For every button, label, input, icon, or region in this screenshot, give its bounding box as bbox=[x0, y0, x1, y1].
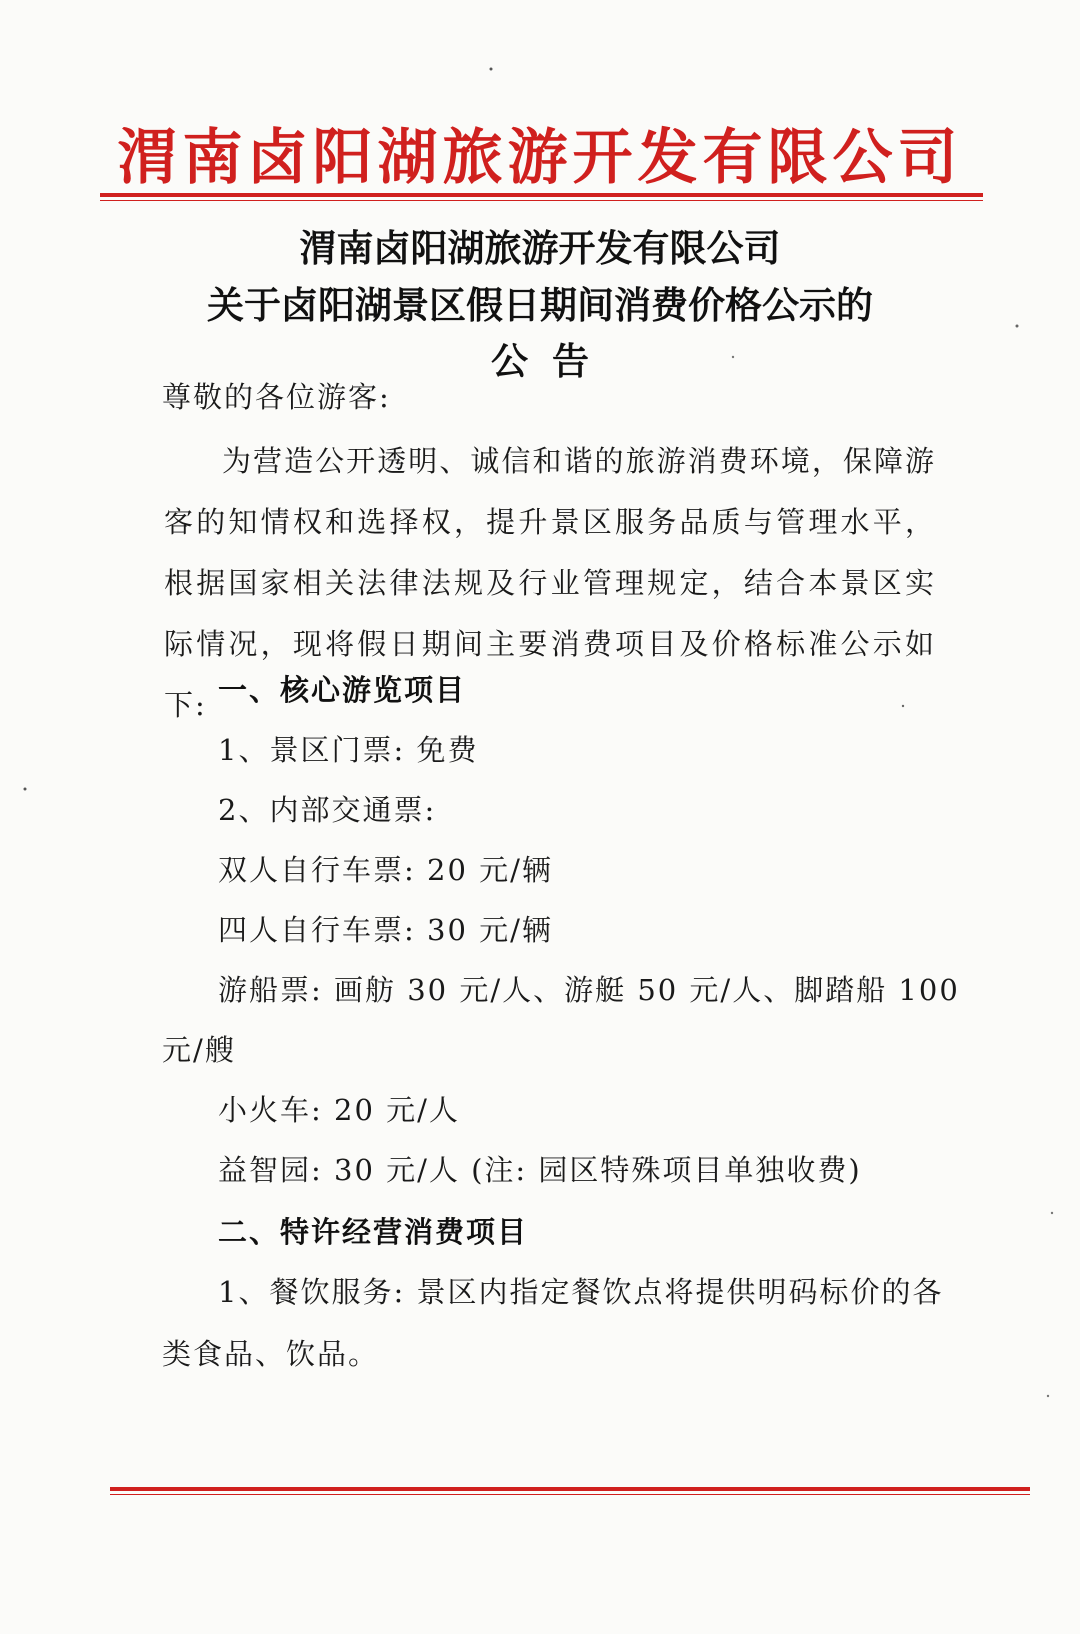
quad-bike-price: 四人自行车票: 30 元/辆 bbox=[218, 913, 553, 947]
notice-title-line-3: 公告 bbox=[491, 339, 613, 383]
notice-title-line-2: 关于卤阳湖景区假日期间消费价格公示的 bbox=[207, 283, 873, 327]
boat-ticket-price: 游船票: 画舫 30 元/人、游艇 50 元/人、脚踏船 100 bbox=[218, 973, 960, 1007]
scan-speck bbox=[902, 705, 904, 707]
catering-service-item-continued: 类食品、饮品。 bbox=[162, 1337, 380, 1371]
catering-service-item: 1、餐饮服务: 景区内指定餐饮点将提供明码标价的各 bbox=[218, 1275, 944, 1309]
section-2-heading: 二、特许经营消费项目 bbox=[218, 1215, 529, 1249]
puzzle-park-price: 益智园: 30 元/人 (注: 园区特殊项目单独收费) bbox=[218, 1153, 862, 1187]
tandem-bike-price: 双人自行车票: 20 元/辆 bbox=[218, 853, 553, 887]
internal-transport-item: 2、内部交通票: bbox=[218, 793, 437, 827]
boat-ticket-price-continued: 元/艘 bbox=[162, 1033, 236, 1067]
scenic-ticket-item: 1、景区门票: 免费 bbox=[218, 733, 479, 767]
intro-paragraph: 为营造公开透明、诚信和谐的旅游消费环境，保障游客的知情权和选择权，提升景区服务品质与管理水平，根据国家相关法律法规及行业管理规定，结合本景区实际情况，现将假日期间主要消费项目及价格标准公示如下: bbox=[164, 444, 936, 722]
letterhead-company-name: 渭南卤阳湖旅游开发有限公司 bbox=[117, 123, 963, 193]
section-1-heading: 一、核心游览项目 bbox=[218, 673, 467, 707]
scan-speck bbox=[1016, 325, 1019, 328]
notice-title-line-1: 渭南卤阳湖旅游开发有限公司 bbox=[299, 226, 781, 270]
scan-speck bbox=[24, 788, 27, 791]
small-train-price: 小火车: 20 元/人 bbox=[218, 1093, 460, 1127]
scan-speck bbox=[1051, 1212, 1053, 1214]
greeting: 尊敬的各位游客: bbox=[162, 380, 391, 414]
scan-speck bbox=[490, 68, 493, 71]
scan-speck bbox=[1047, 1395, 1049, 1397]
scan-speck bbox=[732, 356, 734, 358]
